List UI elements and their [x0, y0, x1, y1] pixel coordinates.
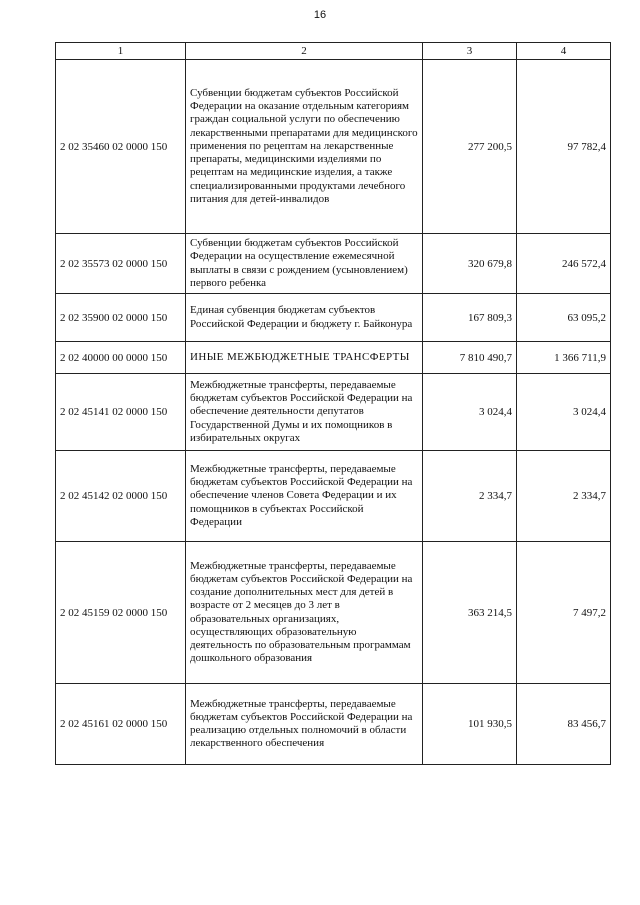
description: Субвенции бюджетам субъектов Российской Федерации на оказание отдельным категориям граждан социальной услуги по обеспечению лекарственными препаратами для медицинского применения по рецептам на лекарственные препараты, медицинскими изделиями по рецептам на медицинские изделия, а также специализированными продуктами лечебного питания для детей-инвалидов [186, 60, 423, 234]
budget-code: 2 02 45141 02 0000 150 [56, 374, 186, 451]
table-row [56, 234, 611, 294]
table-row [56, 451, 611, 542]
amount-col4: 2 334,7 [517, 451, 611, 542]
header-cell: 1 [56, 43, 186, 60]
budget-code: 2 02 45142 02 0000 150 [56, 451, 186, 542]
amount-col3: 320 679,8 [423, 234, 517, 294]
description: Субвенции бюджетам субъектов Российской Федерации на осуществление ежемесячной выплаты в связи с рождением (усыновлением) первого ребенка [186, 234, 423, 294]
description: Межбюджетные трансферты, передаваемые бюджетам субъектов Российской Федерации на реализацию отдельных полномочий в области лекарственного обеспечения [186, 684, 423, 765]
description: Единая субвенция бюджетам субъектов Российской Федерации и бюджету г. Байконура [186, 294, 423, 342]
table-row [56, 60, 611, 234]
table-row [56, 684, 611, 765]
header-cell: 4 [517, 43, 611, 60]
page-number: 16 [313, 9, 327, 21]
amount-col3: 167 809,3 [423, 294, 517, 342]
table-row [56, 294, 611, 342]
budget-code: 2 02 45161 02 0000 150 [56, 684, 186, 765]
amount-col3: 2 334,7 [423, 451, 517, 542]
description: Межбюджетные трансферты, передаваемые бюджетам субъектов Российской Федерации на обеспечение членов Совета Федерации и их помощников в субъектах Российской Федерации [186, 451, 423, 542]
header-row [56, 43, 611, 60]
table-row [56, 542, 611, 684]
budget-code: 2 02 35900 02 0000 150 [56, 294, 186, 342]
amount-col3: 277 200,5 [423, 60, 517, 234]
amount-col4: 246 572,4 [517, 234, 611, 294]
description: Межбюджетные трансферты, передаваемые бюджетам субъектов Российской Федерации на создание дополнительных мест для детей в возрасте от 2 месяцев до 3 лет в образовательных организациях, осуществляющих образовательную деятельность по образовательным программам дошкольного образования [186, 542, 423, 684]
amount-col3: 3 024,4 [423, 374, 517, 451]
budget-code: 2 02 35460 02 0000 150 [56, 60, 186, 234]
header-cell: 3 [423, 43, 517, 60]
budget-code: 2 02 45159 02 0000 150 [56, 542, 186, 684]
table-row [56, 374, 611, 451]
amount-col4: 83 456,7 [517, 684, 611, 765]
budget-table [55, 42, 611, 765]
amount-col3: 363 214,5 [423, 542, 517, 684]
description: Межбюджетные трансферты, передаваемые бюджетам субъектов Российской Федерации на обеспечение деятельности депутатов Государственной Думы и их помощников в избирательных округах [186, 374, 423, 451]
table-row [56, 342, 611, 374]
amount-col3: 101 930,5 [423, 684, 517, 765]
budget-code: 2 02 35573 02 0000 150 [56, 234, 186, 294]
amount-col4: 3 024,4 [517, 374, 611, 451]
amount-col4: 63 095,2 [517, 294, 611, 342]
amount-col4: 7 497,2 [517, 542, 611, 684]
header-cell: 2 [186, 43, 423, 60]
budget-code: 2 02 40000 00 0000 150 [56, 342, 186, 374]
amount-col4: 97 782,4 [517, 60, 611, 234]
description: ИНЫЕ МЕЖБЮДЖЕТНЫЕ ТРАНСФЕРТЫ [186, 342, 423, 374]
amount-col4: 1 366 711,9 [517, 342, 611, 374]
amount-col3: 7 810 490,7 [423, 342, 517, 374]
